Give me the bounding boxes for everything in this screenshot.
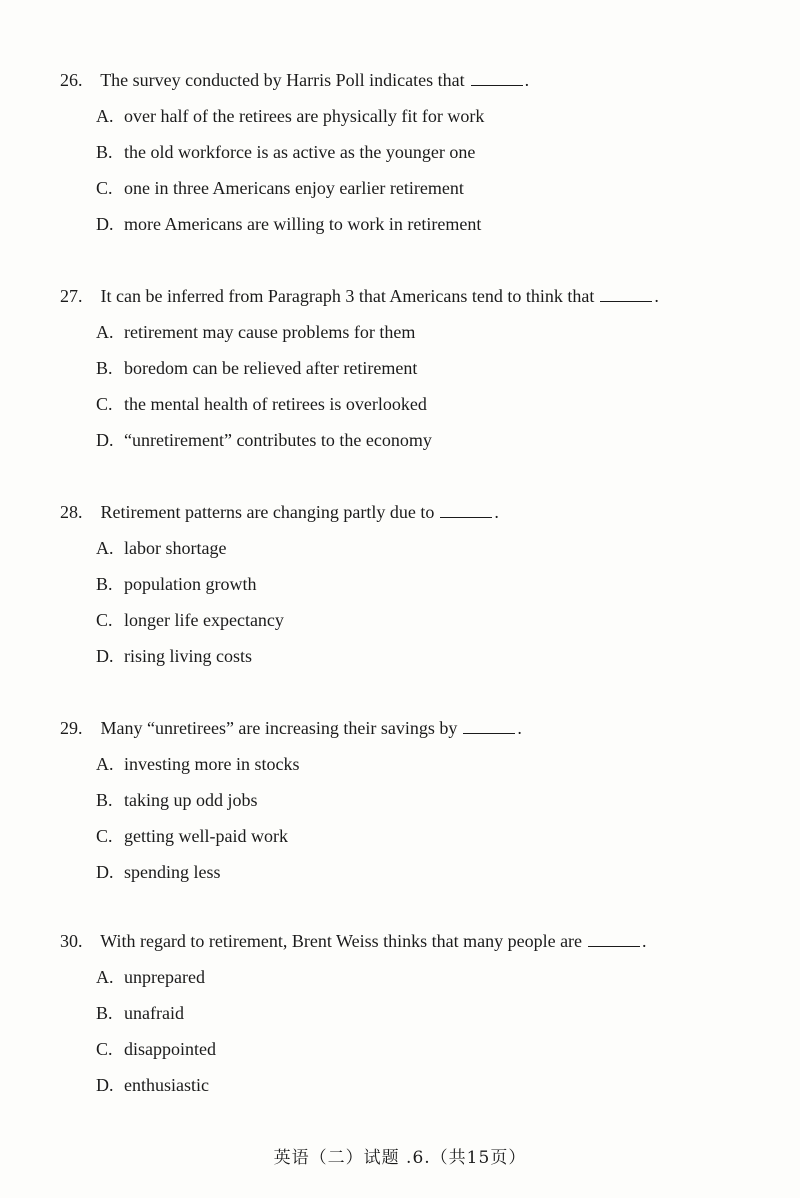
option-c: C. one in three Americans enjoy earlier retirement bbox=[96, 178, 464, 198]
answer-blank bbox=[471, 69, 523, 86]
question-stem: 29. Many “unretirees” are increasing their savings by . bbox=[60, 718, 522, 738]
option-a: A. retirement may cause problems for them bbox=[96, 322, 416, 342]
answer-blank bbox=[588, 930, 640, 947]
option-list bbox=[60, 536, 750, 668]
question-stem: 27. It can be inferred from Paragraph 3 that Americans tend to think that . bbox=[60, 286, 659, 306]
question-26 bbox=[60, 68, 750, 248]
option-list bbox=[60, 752, 750, 884]
question-text: The survey conducted by Harris Poll indicates that bbox=[100, 70, 465, 90]
question-number: 28. bbox=[60, 502, 83, 522]
option-c: C. the mental health of retirees is overlooked bbox=[96, 394, 427, 414]
question-text: Many “unretirees” are increasing their savings by bbox=[100, 718, 458, 738]
option-c: C. disappointed bbox=[96, 1039, 216, 1059]
question-29 bbox=[60, 716, 750, 896]
option-a: A. over half of the retirees are physically fit for work bbox=[96, 106, 485, 126]
option-list bbox=[60, 104, 750, 236]
question-stem: 30. With regard to retirement, Brent Weiss thinks that many people are . bbox=[60, 931, 647, 951]
option-d: D. rising living costs bbox=[96, 646, 253, 666]
option-d: D. enthusiastic bbox=[96, 1075, 209, 1095]
question-stem: 28. Retirement patterns are changing partly due to . bbox=[60, 502, 499, 522]
option-list bbox=[60, 965, 750, 1097]
question-text: It can be inferred from Paragraph 3 that Americans tend to think that bbox=[100, 286, 595, 306]
option-b: B. population growth bbox=[96, 574, 257, 594]
option-b: B. taking up odd jobs bbox=[96, 790, 258, 810]
question-stem: 26. The survey conducted by Harris Poll indicates that . bbox=[60, 70, 530, 90]
option-a: A. investing more in stocks bbox=[96, 754, 300, 774]
option-a: A. unprepared bbox=[96, 967, 205, 987]
question-28 bbox=[60, 500, 750, 680]
option-list bbox=[60, 320, 750, 452]
question-27 bbox=[60, 284, 750, 464]
question-number: 29. bbox=[60, 718, 83, 738]
option-b: B. the old workforce is as active as the younger one bbox=[96, 142, 476, 162]
option-c: C. longer life expectancy bbox=[96, 610, 284, 630]
answer-blank bbox=[463, 717, 515, 734]
question-number: 27. bbox=[60, 286, 83, 306]
option-d: D. “unretirement” contributes to the economy bbox=[96, 430, 432, 450]
option-c: C. getting well-paid work bbox=[96, 826, 288, 846]
option-b: B. boredom can be relieved after retirement bbox=[96, 358, 418, 378]
answer-blank bbox=[440, 501, 492, 518]
question-30 bbox=[60, 929, 750, 1109]
option-d: D. spending less bbox=[96, 862, 221, 882]
question-number: 26. bbox=[60, 70, 83, 90]
option-b: B. unafraid bbox=[96, 1003, 184, 1023]
page-footer: 英语（二）试题 .6.（共15页） bbox=[273, 1148, 527, 1168]
question-text: With regard to retirement, Brent Weiss thinks that many people are bbox=[100, 931, 583, 951]
question-number: 30. bbox=[60, 931, 83, 951]
option-a: A. labor shortage bbox=[96, 538, 227, 558]
answer-blank bbox=[600, 285, 652, 302]
question-text: Retirement patterns are changing partly due to bbox=[100, 502, 435, 522]
option-d: D. more Americans are willing to work in retirement bbox=[96, 214, 482, 234]
